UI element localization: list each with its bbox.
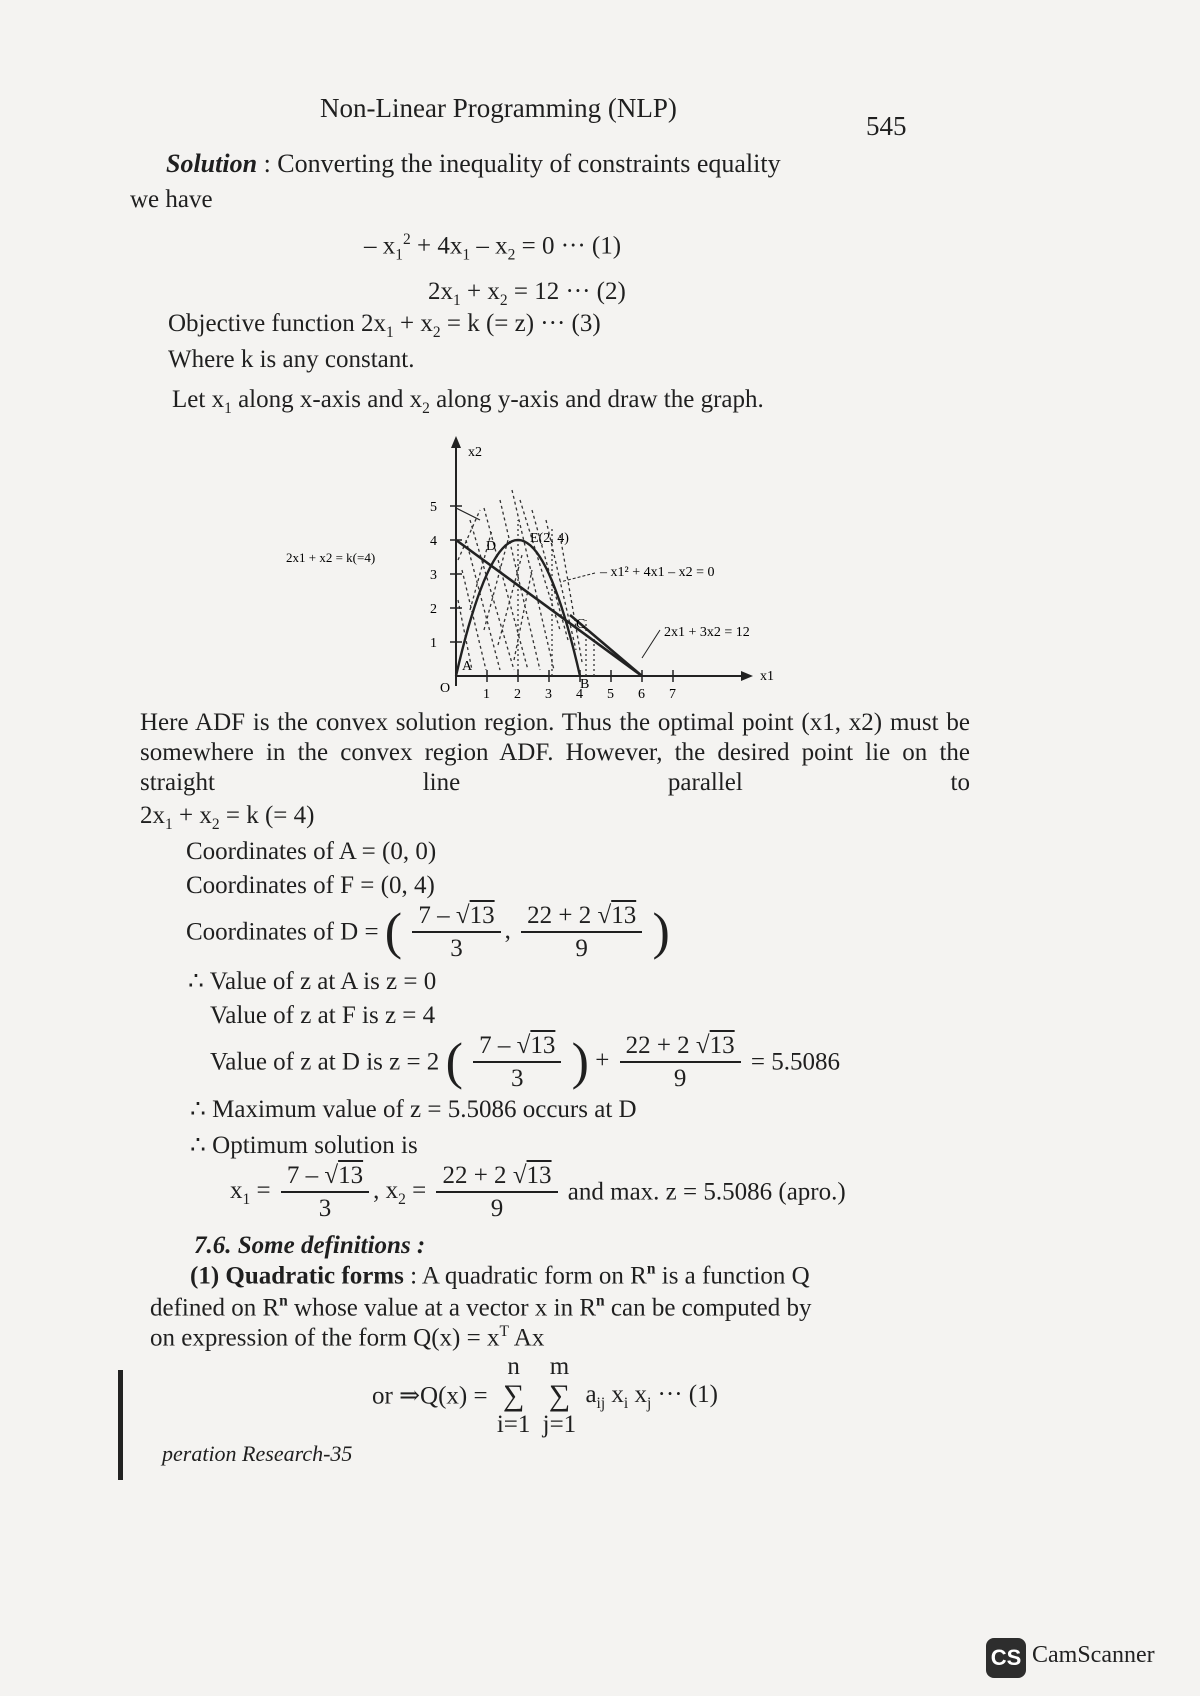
opt-frac-x1: $\frac{7 - √13}{3}$ <box>281 1160 369 1225</box>
objective-tail: = k (= z) ··· (3) <box>446 310 601 337</box>
max-line: ∴ Maximum value of z = 5.5086 occurs at D <box>190 1096 637 1123</box>
axes-line-c: along y-axis and draw the graph. <box>436 386 764 413</box>
camscanner-logo-icon: CS <box>986 1638 1026 1678</box>
where-line: Where k is any constant. <box>168 346 415 373</box>
solution-line <box>166 148 781 181</box>
x-tick-label: 1 <box>483 687 490 702</box>
nlp-graph <box>270 430 800 710</box>
objective-label: Objective function <box>168 310 355 337</box>
x-tick-label: 5 <box>607 687 614 702</box>
sum-formula: or ⇒Q(x) = n ∑ i=1 m ∑ j=1 $a_{ij}$ $x_i$ $x_j$ ··· (1) <box>372 1353 718 1438</box>
coordinates-F: Coordinates of F = (0, 4) <box>186 872 435 899</box>
equation-1: – $x_1^2 + 4x_1 - x_2 = 0$ ··· (1) <box>364 231 622 264</box>
y-tick-label: 1 <box>430 636 437 651</box>
y-tick-label: 4 <box>430 534 437 549</box>
y-ticks <box>430 500 462 651</box>
axes-line: Let $x_1$ along x-axis and $x_2$ along y-axis and draw the graph. <box>172 386 764 417</box>
label-parabola: – x1² + 4x1 – x2 = 0 <box>600 565 715 580</box>
y-tick-label: 5 <box>430 500 437 515</box>
eq1-text: + 4x <box>417 232 463 260</box>
coordinates-A: Coordinates of A = (0, 0) <box>186 838 437 865</box>
label-D: D <box>486 539 497 554</box>
explanation-paragraph <box>140 708 970 798</box>
we-have: we have <box>130 186 213 213</box>
parabola-leader <box>560 573 595 582</box>
x-tick-label: 3 <box>545 687 552 702</box>
z-at-A: ∴ Value of z at A is z = 0 <box>188 968 437 995</box>
label-straight-line: 2x1 + 3x2 = 12 <box>664 625 750 640</box>
coordD-frac-x: $\frac{7 - √13}{3}$ <box>412 900 500 965</box>
axes-line-b: along x-axis and x <box>238 386 423 413</box>
feasible-hatching <box>458 490 582 670</box>
coordD-frac-y: $\frac{22 + 2 √13}{9}$ <box>521 900 642 965</box>
y-axis-label: x2 <box>468 445 482 460</box>
quad-forms-line-3: on expression of the form $Q(x) = x^T$ Ax <box>150 1323 545 1352</box>
explanation-end: $2x_1 + x_2 = k$ (= 4) <box>140 802 315 833</box>
solution-text: : Converting the inequality of constraints equality <box>263 149 781 178</box>
sum-j: m ∑ j=1 <box>542 1353 577 1438</box>
objective-function: Objective function $2x_1 + x_2 = k$ (= z) ··· (3) <box>168 310 601 341</box>
optimum-line: ∴ Optimum solution is <box>190 1132 418 1159</box>
x-tick-label: 7 <box>669 687 676 702</box>
x-tick-label: 2 <box>514 687 521 702</box>
y-axis-arrow-icon <box>451 436 461 448</box>
x-tick-label: 4 <box>576 687 583 702</box>
coordinates-D: Coordinates of D = ( $\frac{7 - √13}{3}$ , $\frac{22 + 2 √13}{9}$ ) <box>186 900 670 965</box>
z-at-D: Value of z at D is z = 2 ( $\frac{7 - √13}{3}$ ) + $\frac{22 + 2 √13}{9}$ = 5.5086 <box>210 1030 840 1095</box>
z-at-F: Value of z at F is z = 4 <box>210 1002 436 1029</box>
coordD-label: Coordinates of D = <box>186 918 379 946</box>
x-axis-arrow-icon <box>741 671 753 681</box>
zD-frac-1: $\frac{7 - √13}{3}$ <box>473 1030 561 1095</box>
eq1-tail: = 0 ··· (1) <box>521 232 622 260</box>
quad-forms-line-2: defined on $R^n$ whose value at a vector x in $R^n$ can be computed by <box>150 1293 812 1322</box>
page-number: 545 <box>866 111 907 141</box>
y-tick-label: 2 <box>430 602 437 617</box>
label-C: C <box>576 617 586 632</box>
explanation-text: Here ADF is the convex solution region. Thus the optimal point (x1, x2) must be somewhere in the convex region ADF. However, the desired point lie on the straight line parallel to <box>140 709 970 796</box>
label-O: O <box>440 681 451 696</box>
eq2-tail: = 12 ··· (2) <box>513 278 626 305</box>
explanation-end-text: = k (= 4) <box>225 802 315 829</box>
axes-line-a: Let x <box>172 386 225 413</box>
x-axis-label: x1 <box>760 669 774 684</box>
hatch-top-left <box>456 508 480 520</box>
quad-forms-label: (1) Quadratic forms <box>190 1262 404 1290</box>
sum-i: n ∑ i=1 <box>496 1353 531 1438</box>
label-E: E(2, 4) <box>530 531 569 546</box>
camscanner-brand: CamScanner <box>1032 1642 1155 1668</box>
objective-line <box>456 540 642 676</box>
label-A: A <box>462 659 473 674</box>
optimum-solution: $x_1$ = $\frac{7 - √13}{3}$ , $x_2$ = $\frac{22 + 2 √13}{9}$ and max. z = 5.5086 (apro.) <box>230 1160 846 1225</box>
equation-2: $2x_1 + x_2 = 12$ ··· (2) <box>428 278 626 309</box>
quad-forms-line-1: (1) Quadratic forms : A quadratic form on $R^n$ is a function Q <box>190 1261 810 1290</box>
zD-frac-2: $\frac{22 + 2 √13}{9}$ <box>620 1030 741 1095</box>
solution-label: Solution <box>166 149 258 178</box>
footer-running: peration Research-35 <box>162 1441 353 1466</box>
x-tick-label: 6 <box>638 687 645 702</box>
label-objective-line: 2x1 + x2 = k(=4) <box>286 550 376 565</box>
line-leader <box>642 630 660 658</box>
opt-frac-x2: $\frac{22 + 2 √13}{9}$ <box>436 1160 557 1225</box>
label-B: B <box>580 677 590 692</box>
running-title: Non-Linear Programming (NLP) <box>320 93 677 123</box>
margin-mark <box>118 1370 123 1480</box>
section-heading: 7.6. Some definitions : <box>194 1232 426 1259</box>
y-tick-label: 3 <box>430 568 437 583</box>
